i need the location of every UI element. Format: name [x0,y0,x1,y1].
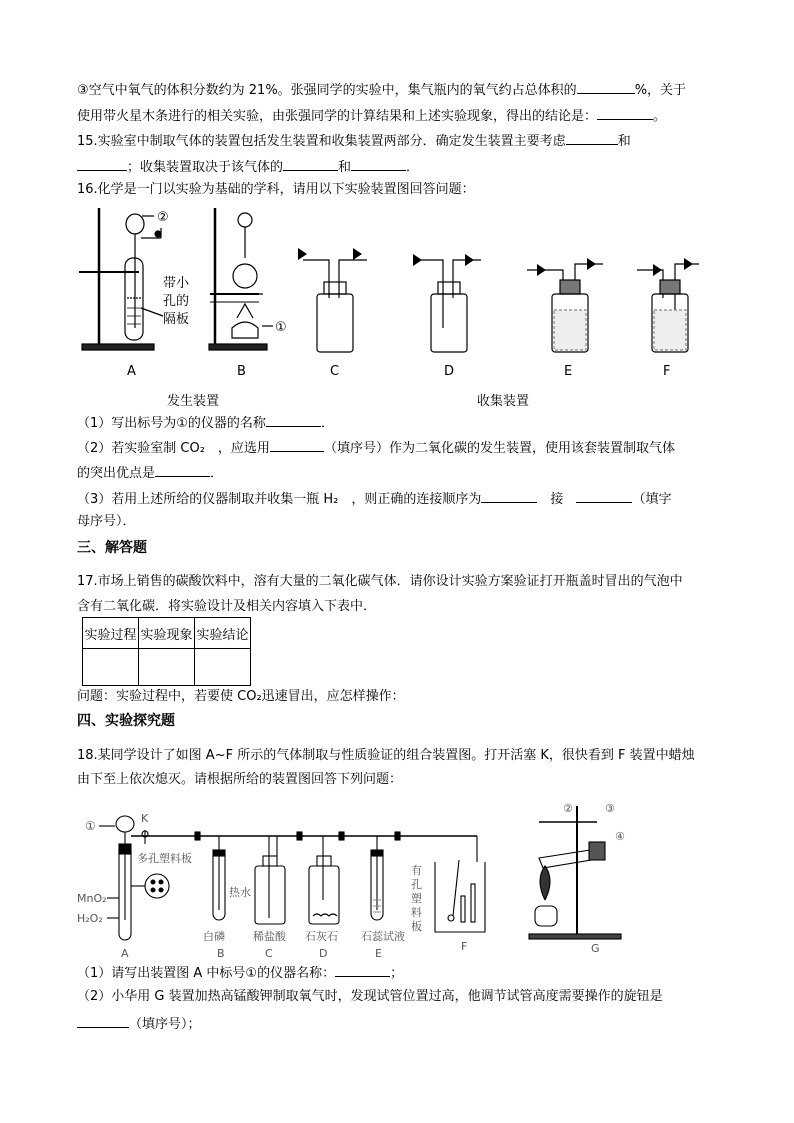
line-text: 含有二氧化碳．将实验设计及相关内容填入下表中． [77,599,377,614]
label-2: ② [563,802,573,815]
table-header: 实验结论 [195,618,251,649]
line-text: ；收集装置取决于该气体的 [127,160,284,175]
answer-blank[interactable] [566,130,618,145]
answer-blank[interactable] [597,105,653,120]
answer-blank[interactable] [77,1013,129,1028]
label-g: G [591,942,600,955]
label-d: D [444,364,455,379]
line-text: 17.市场上销售的碳酸饮料中，溶有大量的二氧化碳气体．请你设计实验方案验证打开瓶盖时冒出的气泡中 [77,574,683,589]
question-16-2-cont [77,462,223,483]
table-header: 实验现象 [139,618,195,649]
line-text: ． [320,416,334,431]
label-h2o2: H₂O₂ [77,912,103,925]
label-litmus: 石蕊试液 [361,930,405,943]
line-text: （2）小华用 G 装置加热高锰酸钾制取氧气时，发现试管位置过高，他调节试管高度需要操作的旋钮是 [77,989,663,1004]
section-3-heading [77,539,147,557]
label-d: D [319,947,328,958]
question-15 [77,130,631,151]
table-cell[interactable] [195,649,251,686]
line-text: （填序号）； [129,1017,201,1032]
label-dilute-hcl: 稀盐酸 [253,930,286,943]
text-line [77,79,686,100]
line-text: 。 [653,109,667,124]
apparatus-b [209,208,267,350]
label-f-text: 孔 [411,878,422,891]
label-collection: 收集装置 [477,394,530,409]
label-a: A [121,947,129,958]
label-f: F [663,364,671,379]
question-16-1 [77,412,334,433]
apparatus-a2 [116,816,169,940]
line-text: （1）写出标号为①的仪器的名称 [77,416,266,431]
label-2: ② [157,210,169,225]
apparatus-a [79,208,161,350]
question-18 [77,747,695,765]
label-limestone: 石灰石 [305,930,338,943]
label-plate-2: 孔的 [163,294,190,309]
line-text: 16.化学是一门以实验为基础的学科，请用以下实验装置图回答问题： [77,182,475,197]
heading-text: 四、实验探究题 [77,713,175,729]
question-17 [77,573,683,591]
line-text: ． [210,466,224,481]
figure-combined-apparatus [77,800,637,958]
question-18-2 [77,988,663,1006]
label-plate-1: 带小 [163,276,190,291]
label-1: ① [275,320,287,335]
answer-blank[interactable] [576,488,632,503]
question-16-2 [77,437,675,458]
question-16-3-cont [77,513,136,531]
label-a: A [127,364,136,379]
answer-blank[interactable] [155,462,210,477]
question-18-cont [77,771,402,789]
apparatus-e2 [371,836,383,920]
label-generation: 发生装置 [167,394,220,409]
line-text: （2）若实验室制 CO₂ ，应选用 [77,441,270,456]
line-text: 接 [550,492,564,507]
text-line [77,105,666,126]
line-text: ． [406,160,420,175]
line-text: （填字 [632,492,672,507]
apparatus-d [413,254,481,352]
label-plate-3: 隔板 [163,312,190,327]
apparatus-b2 [213,836,225,920]
line-text: 和 [338,160,352,175]
label-f-text: 有 [411,864,422,877]
question-15-cont [77,156,419,177]
label-e: E [375,947,382,958]
label-f-text: 塑 [411,892,422,905]
label-c: C [265,947,273,958]
question-16 [77,181,475,199]
line-text: （3）若用上述所给的仪器制取并收集一瓶 H₂ ，则正确的连接顺序为 [77,492,482,507]
label-3: ③ [605,802,615,815]
line-text: 18.某同学设计了如图 A~F 所示的气体制取与性质验证的组合装置图。打开活塞 K，很快看到 F 装置中蜡烛 [77,748,695,763]
answer-blank[interactable] [77,156,127,171]
apparatus-f [637,258,699,352]
table-cell[interactable] [83,649,139,686]
apparatus-c [298,248,367,352]
label-e: E [564,364,573,379]
table-header: 实验过程 [83,618,139,649]
question-16-3 [77,488,671,509]
apparatus-g [529,806,621,939]
label-hot-water: 热水 [229,886,251,899]
label-b: B [217,947,225,958]
line-text: 由下至上依次熄灭。请根据所给的装置图回答下列问题： [77,772,403,787]
answer-blank[interactable] [266,412,321,427]
line-text: 15.实验室中制取气体的装置包括发生装置和收集装置两部分．确定发生装置主要考虑 [77,134,566,149]
answer-blank[interactable] [270,437,324,452]
label-b: B [237,364,246,379]
label-1: ① [85,819,96,833]
answer-blank[interactable] [577,79,635,94]
answer-blank[interactable] [351,156,406,171]
line-text: %，关于 [634,83,687,98]
apparatus-c2 [255,836,285,924]
label-f: F [461,940,468,953]
label-f-text: 板 [411,920,422,933]
table-cell[interactable] [139,649,195,686]
label-white-phosphorus: 白磷 [203,930,225,943]
line-text: （1）请写出装置图 A 中标号①的仪器名称： [77,966,336,981]
label-4: ④ [615,830,625,843]
heading-text: 三、解答题 [77,540,147,556]
answer-blank[interactable] [335,962,390,977]
apparatus-f2 [435,836,485,932]
line-text: 问题：实验过程中，若要使 CO₂迅速冒出，应怎样操作： [77,689,405,704]
section-4-heading [77,712,175,730]
line-text: 母序号）． [77,514,136,529]
label-porous-plate: 多孔塑料板 [137,852,192,865]
question-17-question [77,688,405,706]
line-text: ③空气中氧气的体积分数约为 21%。张强同学的实验中，集气瓶内的氧气约占总体积的 [77,83,577,98]
experiment-table [82,617,251,686]
apparatus-e [527,258,603,352]
line-text: ； [390,966,404,981]
figure-generation-collection-apparatus [77,198,700,410]
label-c: C [330,364,340,379]
apparatus-d2 [309,836,339,924]
line-text: 的突出优点是 [77,466,156,481]
answer-blank[interactable] [283,156,338,171]
question-18-1 [77,962,403,983]
line-text: （填序号）作为二氧化碳的发生装置，使用该套装置制取气体 [323,441,675,456]
label-f-text: 料 [411,906,422,919]
line-text: 和 [617,134,631,149]
answer-blank[interactable] [481,488,537,503]
label-k: K [141,812,149,825]
label-mno2: MnO₂ [77,892,107,905]
question-18-2-cont [77,1013,201,1034]
line-text: 使用带火星木条进行的相关实验，由张强同学的计算结果和上述实验现象，得出的结论是： [77,109,598,124]
question-17-cont [77,598,376,616]
